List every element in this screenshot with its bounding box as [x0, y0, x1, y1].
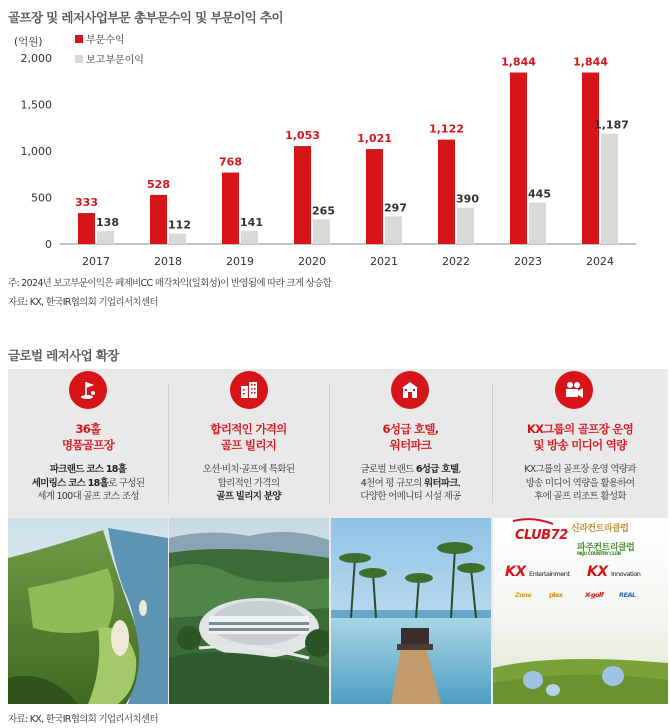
golf-village-photo: [169, 518, 329, 704]
bar-revenue-2021: [366, 149, 383, 244]
bar-revenue-2020: [294, 146, 311, 244]
golf-course-photo: [8, 518, 168, 704]
feature-title: [8, 421, 168, 453]
x-tick-label: 2024: [586, 255, 614, 268]
chart-note: 주: 2024년 보고부문이익은 페제비CC 매각차익(일회성)이 반영됨에 따라 크게 상승함: [8, 278, 332, 289]
leisure-section-title: 글로벌 레저사업 확장: [8, 348, 119, 363]
shilla-cc-logo: 신라컨트리클럽: [571, 524, 629, 534]
paju-cc-en-logo: PAJU COUNTRY CLUB: [577, 552, 621, 557]
x-tick-label: 2021: [370, 255, 398, 268]
xgolf-logo: X-golf: [585, 591, 604, 599]
feature-desc-line: [8, 463, 168, 477]
data-label-revenue: 528: [147, 177, 170, 191]
feature-title-line: 6성급 호텔,: [382, 422, 439, 436]
data-label-profit: 445: [528, 187, 551, 201]
desc-run: 파크랜드 코스 18홀: [49, 464, 127, 475]
data-label-profit: 112: [168, 218, 191, 232]
feature-desc-line: 오션·비치·골프에 특화된: [202, 464, 295, 475]
desc-run: 4천여 평 규모의: [360, 477, 424, 489]
feature-title-line: 36홀: [75, 422, 101, 436]
kx-logo: KX: [505, 564, 526, 580]
x-tick-label: 2017: [82, 255, 110, 268]
leisure-feature-panel: [8, 369, 668, 704]
building-icon: [230, 371, 268, 409]
bar-profit-2022: [457, 208, 474, 244]
desc-run: 6성급 호텔: [415, 464, 459, 475]
data-label-profit: 141: [240, 215, 263, 229]
desc-run: ,: [457, 477, 461, 489]
feature-desc-line: 후에 골프 리조트 활성화: [534, 491, 626, 502]
feature-desc-line: 골프 빌리지 분양: [216, 491, 281, 502]
camera-icon: [555, 371, 593, 409]
y-tick-label: 1,000: [20, 145, 52, 158]
feature-desc-line: 합리적인 가격의: [217, 477, 280, 489]
x-tick-label: 2023: [514, 255, 542, 268]
bar-profit-2020: [313, 219, 330, 244]
plex-logo: plex: [549, 591, 563, 599]
kx-affiliates-logos: [493, 518, 668, 704]
feature-desc-line: [329, 477, 492, 491]
feature-title-line: 워터파크: [389, 438, 432, 452]
desc-run: 세미링스 코스 18홀: [31, 477, 109, 489]
desc-run: ,: [458, 464, 461, 475]
data-label-revenue: 1,844: [573, 55, 608, 69]
feature-title-line: 명품골프장: [61, 438, 115, 452]
bar-profit-2024: [601, 134, 618, 244]
data-label-profit: 138: [96, 216, 119, 230]
legend-label-revenue: 부문수익: [86, 35, 125, 46]
bottom-source: 자료: KX, 한국IR협의회 기업리서치센터: [8, 714, 158, 725]
bar-revenue-2019: [222, 173, 239, 244]
feature-golf-course: [8, 369, 168, 704]
zone-logo: Zone: [515, 591, 532, 599]
feature-desc-line: [8, 490, 168, 504]
x-tick-label: 2022: [442, 255, 470, 268]
bar-profit-2017: [97, 231, 114, 244]
hotel-icon: [391, 371, 429, 409]
legend-label-profit: 보고부문이익: [86, 55, 144, 66]
chart-svg: [0, 30, 670, 275]
bar-profit-2019: [241, 231, 258, 244]
feature-kx-group: [492, 369, 668, 704]
kx-innovation-logo: Innovation: [611, 570, 641, 578]
feature-title-line: 합리적인 가격의: [210, 422, 287, 436]
bar-profit-2021: [385, 216, 402, 244]
feature-desc: [492, 463, 668, 504]
y-tick-label: 2,000: [20, 52, 52, 65]
feature-title-line: KX그룹의 골프장 운영: [526, 422, 634, 436]
x-tick-label: 2020: [298, 255, 326, 268]
paju-cc-logo: 파주컨트리클럽: [577, 543, 635, 553]
legend-swatch-profit: [75, 55, 83, 63]
feature-desc-line: KX그룹의 골프장 운영 역량과: [524, 464, 636, 475]
bar-revenue-2022: [438, 140, 455, 244]
feature-desc: [168, 463, 329, 504]
desc-run: 워터파크: [423, 477, 458, 489]
feature-desc-line: [8, 477, 168, 491]
feature-hotel-waterpark: [329, 369, 492, 704]
feature-title-line: 및 방송 미디어 역량: [533, 438, 627, 452]
x-tick-label: 2019: [226, 255, 254, 268]
data-label-revenue: 1,122: [429, 122, 464, 136]
kx-entertainment-logo: Entertainment: [529, 570, 570, 578]
data-label-profit: 1,187: [594, 118, 629, 132]
data-label-revenue: 1,021: [357, 132, 392, 146]
data-label-profit: 265: [312, 204, 335, 218]
data-label-revenue: 1,053: [285, 129, 320, 143]
feature-title: [168, 421, 329, 453]
data-label-profit: 390: [456, 192, 479, 206]
desc-run: 글로벌 브랜드: [360, 464, 416, 475]
bar-revenue-2023: [510, 73, 527, 244]
desc-run: 세계 100대 골프 코스 조성: [37, 491, 139, 502]
data-label-revenue: 768: [219, 155, 242, 169]
golf-flag-icon: [69, 371, 107, 409]
data-label-revenue: 1,844: [501, 55, 536, 69]
bar-profit-2023: [529, 203, 546, 244]
feature-golf-village: [168, 369, 329, 704]
feature-desc-line: [329, 463, 492, 477]
hotel-pool-photo: [331, 518, 491, 704]
club72-logo: CLUB72: [515, 528, 568, 543]
data-label-profit: 297: [384, 201, 407, 215]
data-label-revenue: 333: [75, 196, 98, 210]
feature-desc: [8, 463, 168, 504]
chart-source: 자료: KX, 한국IR협의회 기업리서치센터: [8, 297, 158, 308]
feature-title-line: 골프 빌리지: [220, 438, 277, 452]
feature-desc-line: 방송 미디어 역량을 활용하여: [525, 477, 635, 489]
real-logo: REAL: [619, 591, 636, 599]
legend-swatch-revenue: [75, 35, 83, 43]
y-tick-label: 500: [31, 191, 52, 205]
y-tick-label: 0: [45, 238, 52, 251]
feature-title: [329, 421, 492, 453]
bar-profit-2018: [169, 234, 186, 244]
y-axis-unit: (억원): [14, 36, 43, 48]
feature-title: [492, 421, 668, 453]
x-tick-label: 2018: [154, 255, 182, 268]
feature-desc-line: 다양한 어메니티 시설 제공: [360, 491, 461, 502]
y-tick-label: 1,500: [20, 98, 52, 112]
desc-run: 로 구성된: [108, 477, 145, 489]
bar-revenue-2024: [582, 73, 599, 244]
kx-logo-2: KX: [587, 564, 608, 580]
feature-desc: [329, 463, 492, 504]
bar-revenue-2017: [78, 213, 95, 244]
chart-section-title: 골프장 및 레저사업부문 총부문수익 및 부문이익 추이: [8, 10, 283, 25]
revenue-profit-bar-chart: [0, 30, 670, 275]
bar-revenue-2018: [150, 195, 167, 244]
